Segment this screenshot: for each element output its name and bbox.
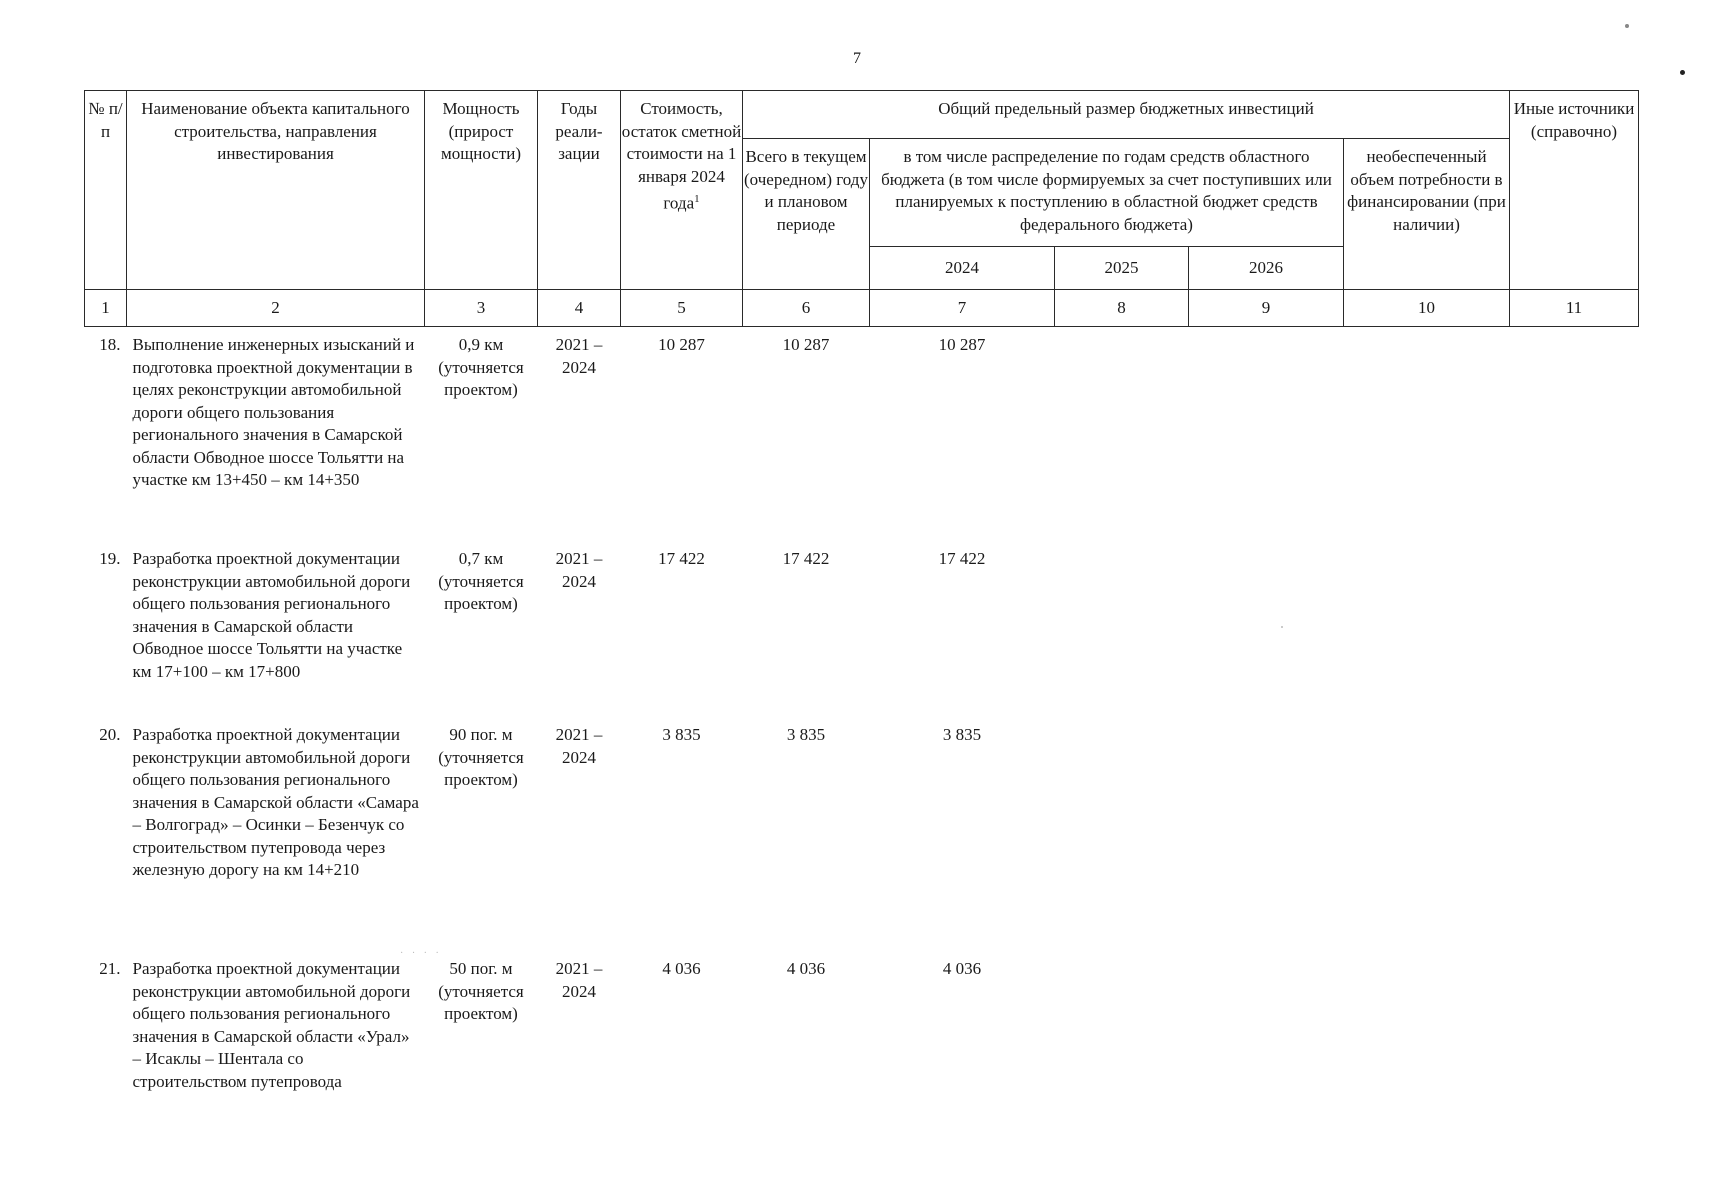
total-investment: 4 036 (786, 959, 826, 978)
capacity: 0,7 км (уточняется проектом) (438, 549, 524, 613)
header-object-name: Наименование объекта капитального строительства, направления инвестирования (127, 91, 425, 290)
row-number: 20. (99, 725, 121, 744)
estimated-cost: 17 422 (658, 549, 705, 568)
other-sources (1510, 958, 1639, 1128)
amount-2026 (1189, 327, 1344, 549)
column-number: 5 (621, 290, 743, 327)
header-other-sources: Иные источники (справочно) (1510, 91, 1639, 290)
total-investment: 3 835 (786, 725, 826, 744)
total-investment: 10 287 (782, 335, 830, 354)
header-number: № п/п (85, 91, 127, 290)
budget-investment-table (84, 90, 1639, 1128)
amount-2026 (1189, 724, 1344, 958)
table-row (85, 724, 1639, 958)
column-number: 9 (1189, 290, 1344, 327)
estimated-cost: 4 036 (662, 959, 701, 978)
capacity: 50 пог. м (уточняется проектом) (438, 959, 524, 1023)
table-row (85, 327, 1639, 549)
amount-2026 (1189, 958, 1344, 1128)
amount-2024: 4 036 (942, 959, 982, 978)
scan-faint-mark: · · · · (400, 948, 442, 959)
scan-speck-top-right (1625, 24, 1629, 28)
implementation-years: 2021 – 2024 (555, 335, 603, 377)
table-row (85, 548, 1639, 724)
amount-2024: 3 835 (942, 725, 982, 744)
header-cost-text: Стоимость, остаток сметной стоимости на 1 января 2024 года (621, 99, 742, 213)
header-distribution: в том числе распределение по годам средств областного бюджета (в том числе формируемых за счет поступивших или планируемых к поступлению в областной бюджет средств федерального бюджета) (870, 139, 1344, 247)
amount-2025 (1055, 327, 1189, 549)
unsecured-amount (1344, 548, 1510, 724)
unsecured-amount (1344, 724, 1510, 958)
column-number: 8 (1055, 290, 1189, 327)
capacity: 90 пог. м (уточняется проектом) (438, 725, 524, 789)
row-number: 21. (99, 959, 121, 978)
amount-2024: 10 287 (938, 335, 986, 354)
amount-2025 (1055, 958, 1189, 1128)
other-sources (1510, 548, 1639, 724)
header-cost (621, 91, 743, 290)
capacity: 0,9 км (уточняется проектом) (438, 335, 524, 399)
column-number-row (85, 290, 1639, 327)
header-cost-footnote: 1 (694, 193, 700, 205)
implementation-years: 2021 – 2024 (555, 725, 603, 767)
object-name: Выполнение инженерных изысканий и подготовка проектной документации в целях реконструкции автомобильной дороги общего пользования регионального значения в Самарской области Обводное шоссе Тольятти на участке км 13+450 – км 14+350 (132, 335, 415, 489)
amount-2024: 17 422 (938, 549, 986, 568)
header-years: Годы реали-зации (538, 91, 621, 290)
amount-2025 (1055, 724, 1189, 958)
column-number: 11 (1510, 290, 1639, 327)
amount-2026 (1189, 548, 1344, 724)
column-number: 4 (538, 290, 621, 327)
object-name: Разработка проектной документации реконструкции автомобильной дороги общего пользования регионального значения в Самарской области «Самара – Волгоград» – Осинки – Безенчук со строительством путепровода через железную дорогу на км 14+210 (132, 725, 419, 879)
column-number: 6 (743, 290, 870, 327)
header-year-2026: 2026 (1189, 247, 1344, 290)
column-number: 2 (127, 290, 425, 327)
implementation-years: 2021 – 2024 (555, 959, 603, 1001)
header-year-2025: 2025 (1055, 247, 1189, 290)
amount-2025 (1055, 548, 1189, 724)
row-number: 18. (99, 335, 121, 354)
header-unsecured: необеспеченный объем потребности в финансировании (при наличии) (1344, 139, 1510, 290)
scan-speck-right (1680, 70, 1685, 75)
object-name: Разработка проектной документации реконструкции автомобильной дороги общего пользования регионального значения в Самарской области Обводное шоссе Тольятти на участке км 17+100 – км 17+800 (132, 549, 411, 681)
table-row (85, 958, 1639, 1128)
header-year-2024: 2024 (870, 247, 1055, 290)
estimated-cost: 10 287 (658, 335, 705, 354)
object-name: Разработка проектной документации реконструкции автомобильной дороги общего пользования регионального значения в Самарской области «Урал» – Исаклы – Шентала со строительством путепровода (132, 959, 411, 1091)
header-total: Всего в текущем (очередном) году и плановом периоде (743, 139, 870, 290)
table-body (85, 327, 1639, 1129)
total-investment: 17 422 (782, 549, 830, 568)
other-sources (1510, 724, 1639, 958)
unsecured-amount (1344, 327, 1510, 549)
estimated-cost: 3 835 (662, 725, 701, 744)
table-header (85, 91, 1639, 327)
header-capacity: Мощность (прирост мощности) (425, 91, 538, 290)
column-number: 10 (1344, 290, 1510, 327)
header-budget-group: Общий предельный размер бюджетных инвестиций (743, 91, 1510, 139)
column-number: 7 (870, 290, 1055, 327)
implementation-years: 2021 – 2024 (555, 549, 603, 591)
other-sources (1510, 327, 1639, 549)
unsecured-amount (1344, 958, 1510, 1128)
page-number: 7 (853, 50, 861, 67)
row-number: 19. (99, 549, 121, 568)
column-number: 1 (85, 290, 127, 327)
column-number: 3 (425, 290, 538, 327)
